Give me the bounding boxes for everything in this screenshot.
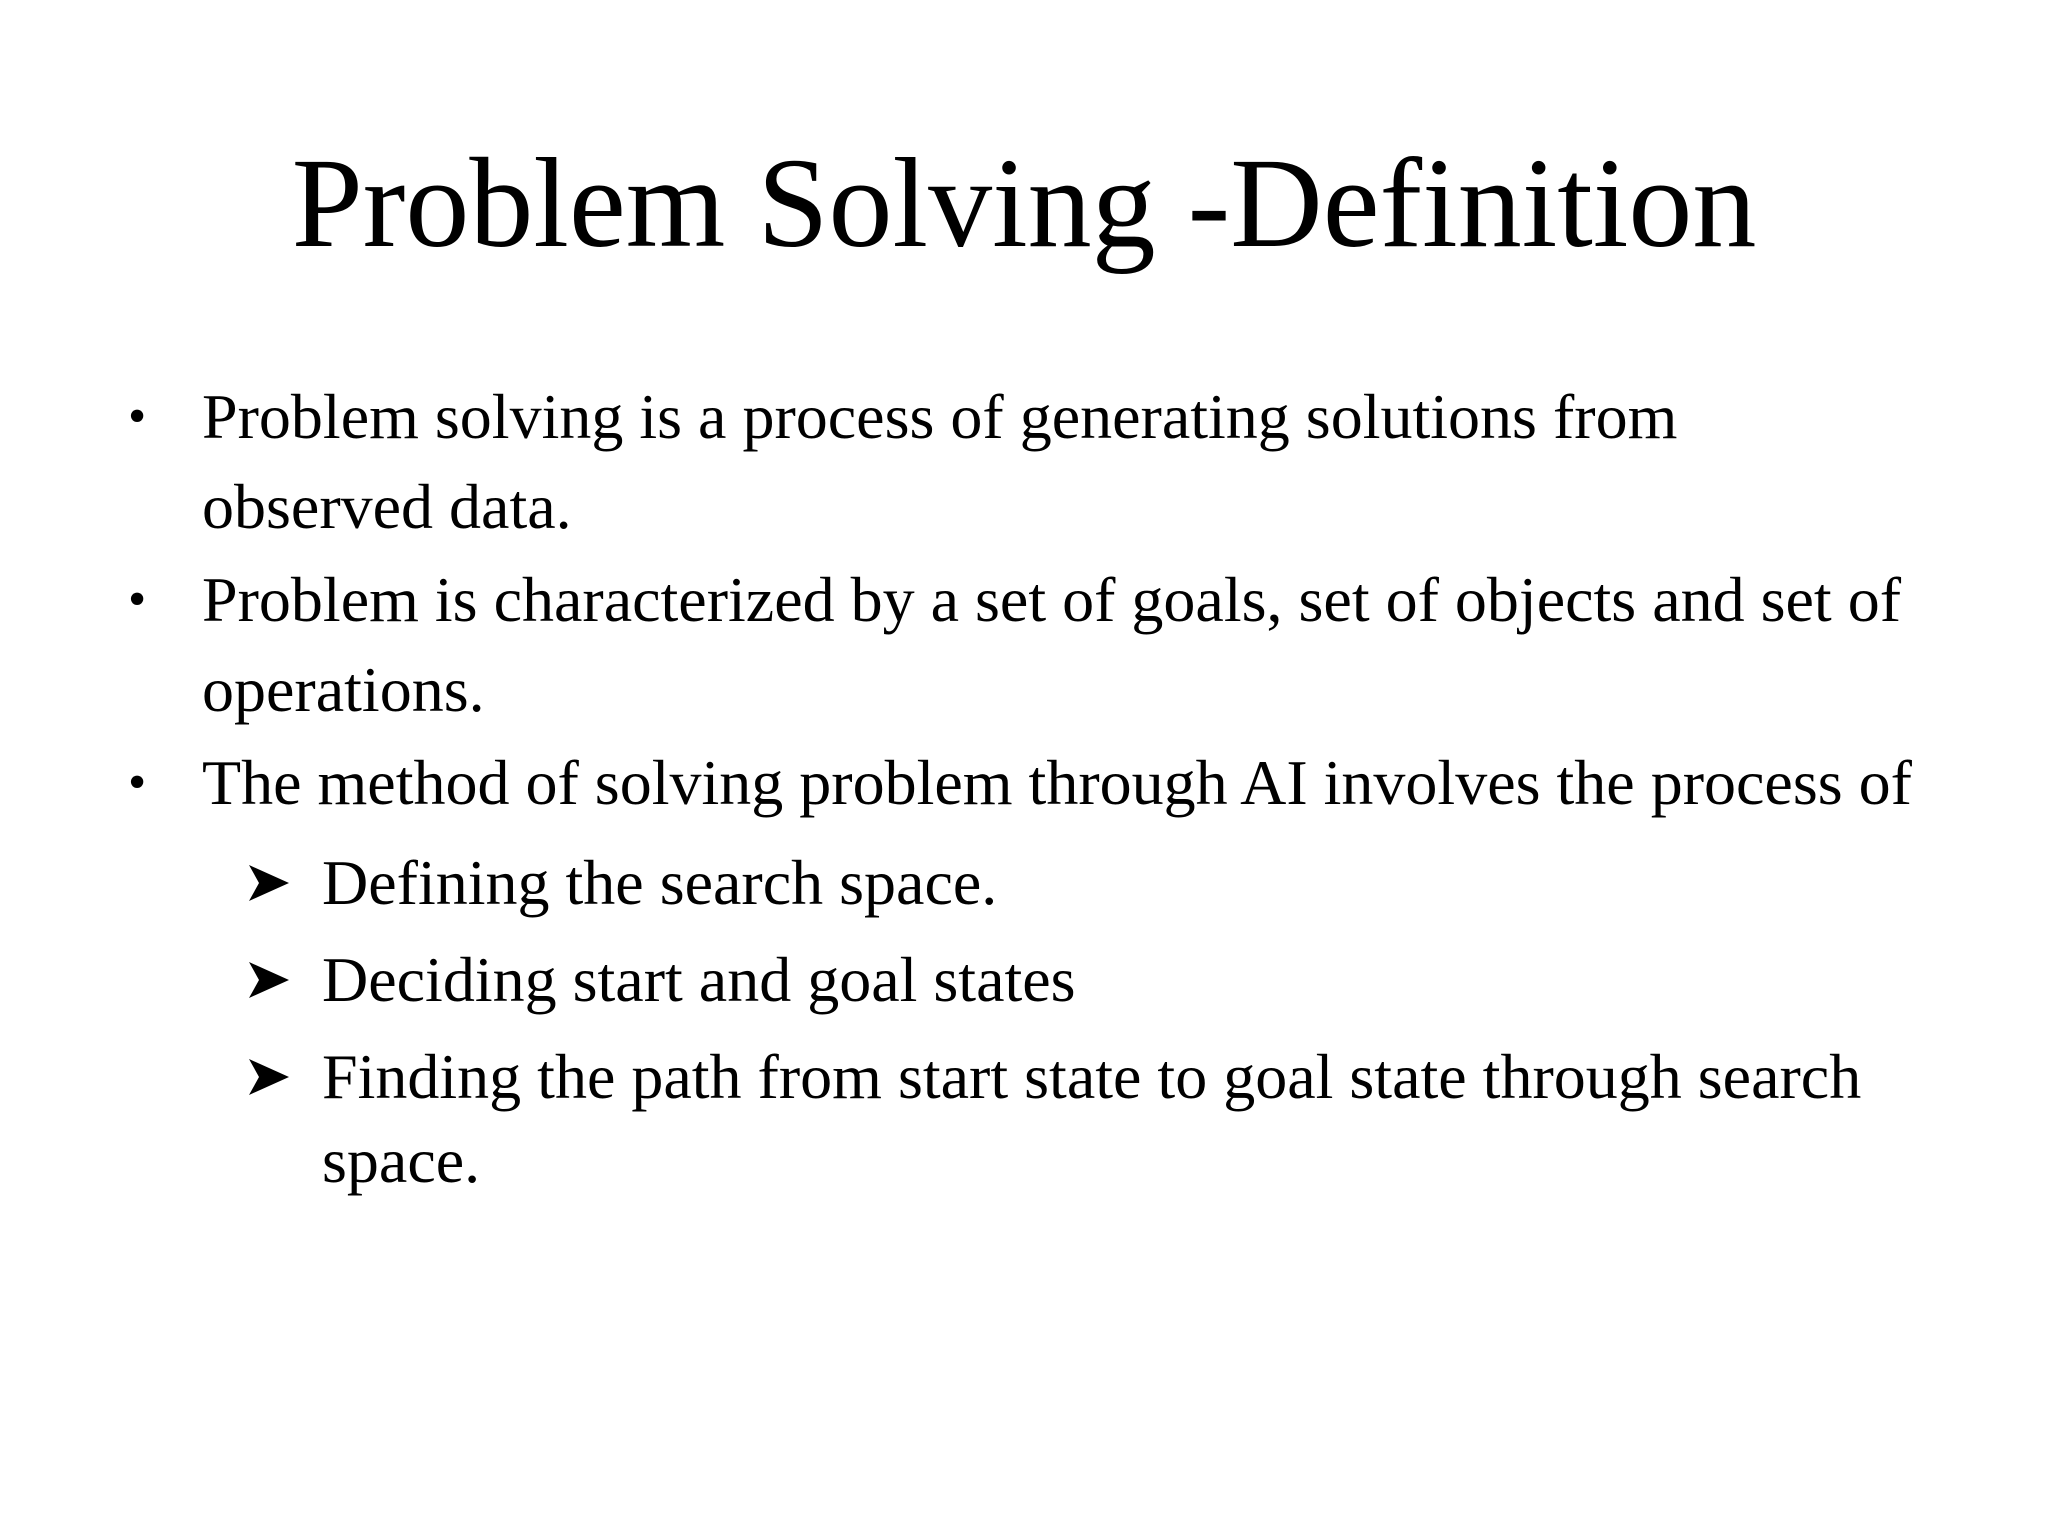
- bullet-list: [120, 372, 1920, 1203]
- arrowhead-bullet-icon: [247, 1057, 291, 1097]
- sub-bullet-text: Deciding start and goal states: [322, 944, 1076, 1015]
- bullet-item: [120, 738, 1920, 1203]
- arrowhead-bullet-icon: [247, 960, 291, 1000]
- sub-bullet-list: [247, 841, 1947, 1203]
- sub-bullet-item: [247, 1035, 1947, 1203]
- slide-title: Problem Solving -Definition: [291, 132, 1757, 274]
- bullet-text: Problem is characterized by a set of goals, set of objects and set of operations.: [202, 564, 1901, 725]
- sub-bullet-text: Defining the search space.: [322, 847, 998, 918]
- sub-bullet-item: [247, 841, 1947, 925]
- bullet-text: Problem solving is a process of generating solutions from observed data.: [202, 381, 1678, 542]
- bullet-item: [120, 555, 1920, 735]
- bullet-dot-icon: •: [128, 571, 147, 628]
- bullet-dot-icon: •: [128, 754, 147, 811]
- sub-bullet-item: [247, 938, 1947, 1022]
- bullet-dot-icon: •: [128, 388, 147, 445]
- bullet-text: The method of solving problem through AI involves the process of: [202, 747, 1912, 818]
- bullet-item: [120, 372, 1920, 552]
- arrowhead-bullet-icon: [247, 863, 291, 903]
- sub-bullet-text: Finding the path from start state to goal state through search space.: [322, 1041, 1862, 1196]
